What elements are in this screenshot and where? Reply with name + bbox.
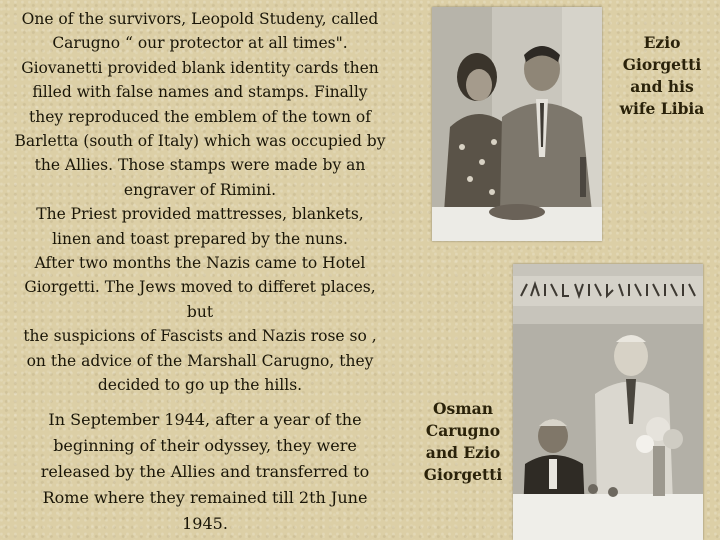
caption-line: Ezio [643, 33, 681, 52]
text-line: The Priest provided mattresses, blankets, [36, 205, 364, 224]
photo-couple-image [432, 7, 602, 241]
text-line: beginning of their odyssey, they were [53, 436, 357, 455]
text-line: the suspicions of Fascists and Nazis rose so , [23, 327, 377, 346]
text-line: Giorgetti. The Jews moved to differet places, [24, 278, 376, 297]
caption-line: Osman [433, 399, 493, 418]
text-line: on the advice of the Marshall Carugno, they [26, 351, 374, 370]
caption-line: and Ezio [425, 443, 501, 462]
text-line: they reproduced the emblem of the town of [29, 107, 371, 126]
text-line: the Allies. Those stamps were made by an [34, 156, 366, 175]
text-line: Barletta (south of Italy) which was occupied by [14, 132, 386, 151]
text-line: After two months the Nazis came to Hotel [34, 254, 366, 273]
text-line: In September 1944, after a year of the [48, 410, 362, 429]
text-line: One of the survivors, Leopold Studeny, called [21, 10, 379, 28]
text-line: 1945. [182, 514, 228, 533]
text-line: engraver of Rimini. [123, 180, 277, 199]
text-line: Rome where they remained till 2th June [42, 488, 368, 507]
photo-couple [432, 7, 602, 241]
text-line: but [186, 302, 214, 321]
caption-line: Giorgetti [423, 465, 503, 484]
paragraph-story [4, 7, 396, 398]
caption-banquet [418, 398, 508, 486]
caption-line: wife Libia [619, 99, 705, 118]
photo-banquet-image [513, 264, 703, 540]
caption-line: Giorgetti [622, 55, 702, 74]
text-line: linen and toast prepared by the nuns. [52, 229, 348, 248]
paragraph-release [30, 407, 380, 537]
text-line: filled with false names and stamps. Finally [32, 83, 368, 102]
text-line: released by the Allies and transferred to [40, 462, 370, 481]
caption-couple [606, 32, 718, 120]
caption-line: Carugno [425, 421, 501, 440]
photo-banquet [513, 264, 703, 540]
text-line: Carugno “ our protector at all times". [52, 34, 348, 53]
caption-line: and his [630, 77, 694, 96]
text-line: decided to go up the hills. [97, 376, 303, 395]
text-line: Giovanetti provided blank identity cards then [21, 58, 379, 77]
